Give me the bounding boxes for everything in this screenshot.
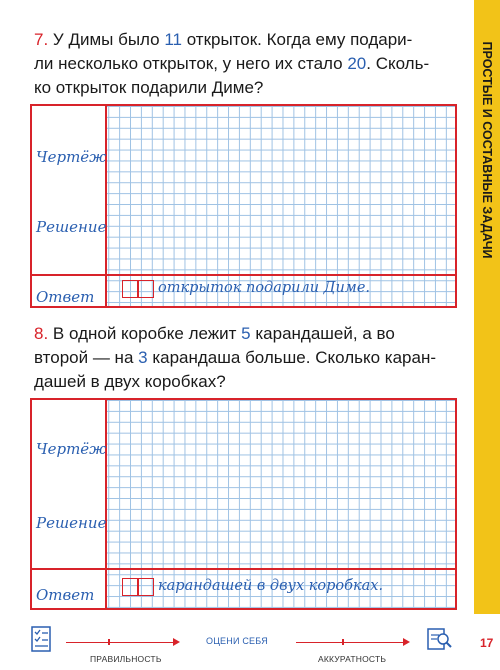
task-7-drawing-label: Чертёж [36, 148, 107, 166]
task-8-answer-text: карандашей в двух коробках. [158, 578, 384, 594]
footer-self-assess-label: ОЦЕНИ СЕБЯ [206, 636, 268, 646]
task-7-solution-label: Решение [36, 218, 107, 236]
task-7-answer-box[interactable] [122, 280, 154, 298]
footer-neatness-label: АККУРАТНОСТЬ [318, 654, 387, 664]
task-8-solution-label: Решение [36, 514, 107, 532]
task-8-answer-box[interactable] [122, 578, 154, 596]
task-7-text: 7. У Димы было 11 открыток. Когда ему подари- ли несколько открыток, у него их стало 20. Сколь- ко открыток подарили Диме? [34, 30, 430, 97]
task-8-margin [32, 400, 107, 608]
rating-tick [108, 639, 110, 645]
chapter-title: ПРОСТЫЕ И СОСТАВНЫЕ ЗАДАЧИ [480, 41, 494, 259]
checklist-icon [30, 626, 52, 652]
footer-correctness-label: ПРАВИЛЬНОСТЬ [90, 654, 162, 664]
task-7-grid[interactable] [30, 104, 457, 308]
task-8-number: 8. [34, 324, 49, 343]
magnifier-document-icon [426, 626, 454, 652]
task-7-answer-text: открыток подарили Диме. [158, 280, 371, 296]
task-8-answer-divider [32, 568, 455, 570]
task-8-grid[interactable] [30, 398, 457, 610]
rating-tick [342, 639, 344, 645]
task-7-answer-label: Ответ [36, 288, 95, 306]
task-8-drawing-label: Чертёж [36, 440, 107, 458]
rating-arrow-right [296, 642, 408, 643]
task-7-number: 7. [34, 30, 49, 49]
rating-arrow-left [66, 642, 178, 643]
task-7-answer-divider [32, 274, 455, 276]
task-7-margin [32, 106, 107, 306]
task-8-text: 8. В одной коробке лежит 5 карандашей, а во второй — на 3 карандаша больше. Сколько каран- дашей в двух коробках? [34, 324, 436, 391]
task-8-answer-label: Ответ [36, 586, 95, 604]
page-number: 17 [480, 636, 494, 650]
